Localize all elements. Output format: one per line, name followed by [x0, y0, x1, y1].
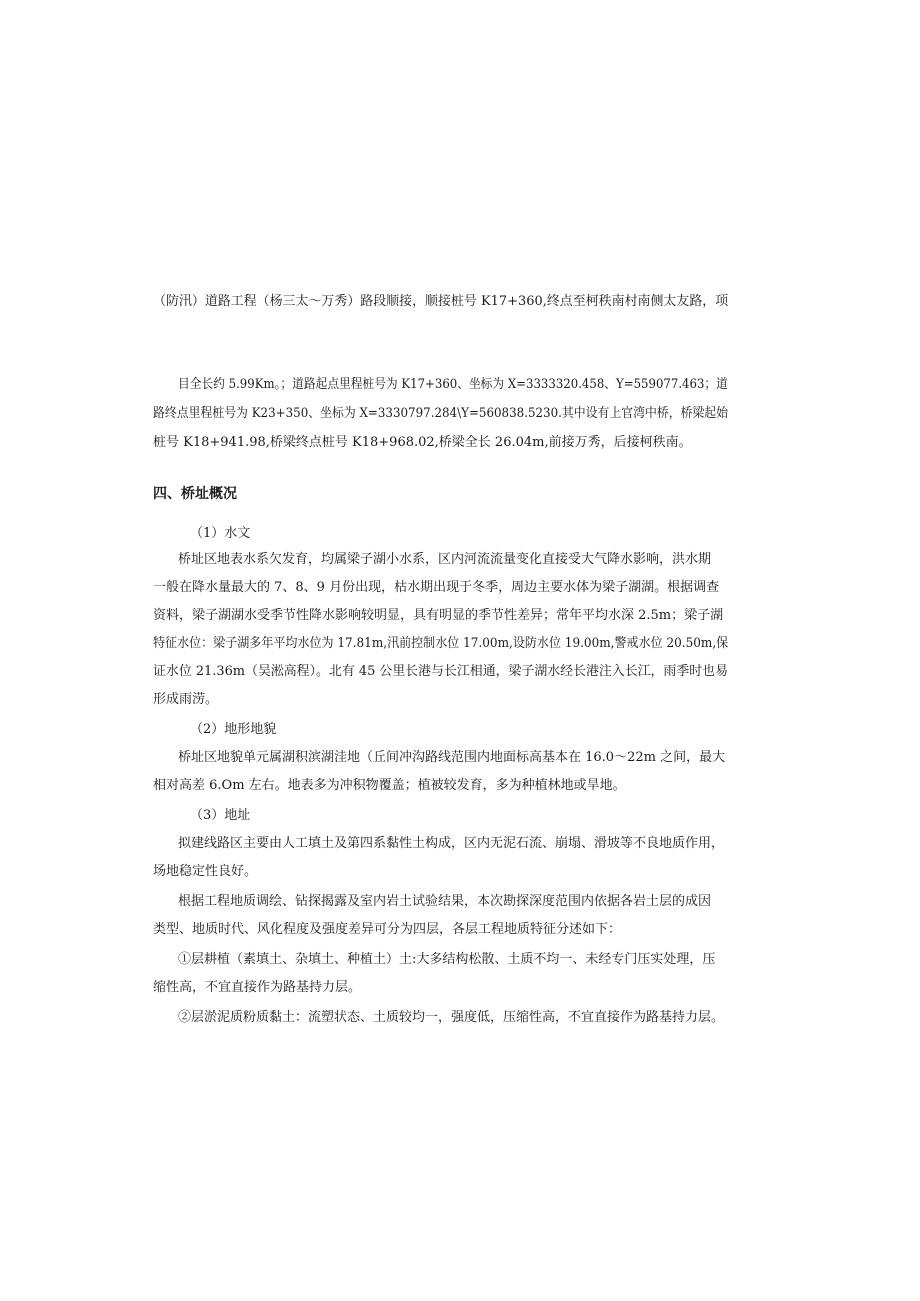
text-line: （防汛）道路工程（杨三太～万秀）路段顺接，顺接桩号 K17+360,终点至柯秩南村南侧太友路，项 [153, 294, 729, 309]
text-line: ②层淤泥质粉质黏土：流塑状态、土质较均一，强度低，压缩性高，不宜直接作为路基持力层。 [178, 1010, 725, 1025]
subsection-title: （1）水文 [190, 526, 251, 541]
section-heading: 四、桥址概况 [153, 486, 237, 502]
subsection-title: （3）地址 [190, 808, 251, 823]
text-line: 目全长约 5.99Km。；道路起点里程桩号为 K17+360、坐标为 X=3333320.458、Y=559077.463；道 [178, 377, 728, 392]
text-line: 拟建线路区主要由人工填土及第四系黏性土构成，区内无泥石流、崩塌、滑坡等不良地质作用， [178, 836, 725, 851]
text-line: 资料，梁子湖湖水受季节性降水影响较明显，具有明显的季节性差异；常年平均水深 2.5m；梁子湖 [153, 608, 724, 623]
text-line: 缩性高，不宜直接作为路基持力层。 [153, 980, 362, 995]
subsection-title: （2）地形地貌 [190, 722, 277, 737]
text-line: 类型、地质时代、风化程度及强度差异可分为四层，各层工程地质特征分述如下： [153, 922, 622, 937]
text-line: 证水位 21.36m（吴淞高程）。北有 45 公里长港与长江相通，梁子湖水经长港注入长江，雨季时也易 [153, 664, 728, 679]
text-line: 场地稳定性良好。 [153, 864, 258, 879]
text-line: 桥址区地貌单元属湖积滨湖洼地（丘间冲沟路线范围内地面标高基本在 16.0～22m 之间，最大 [178, 750, 726, 765]
text-line: 桥址区地表水系欠发育，均属梁子湖小水系，区内河流流量变化直接受大气降水影响，洪水期 [178, 552, 712, 567]
text-line: ①层耕植（素填土、杂填土、种植土）土:大多结构松散、土质不均一、未经专门压实处理，压 [178, 952, 716, 967]
text-line: 形成雨涝。 [153, 692, 219, 707]
text-line: 路终点里程桩号为 K23+350、坐标为 X=3330797.284\Y=560838.5230.其中设有上官湾中桥，桥梁起始 [153, 406, 729, 421]
text-line: 根据工程地质调绘、钻探揭露及室内岩土试验结果，本次勘探深度范围内依据各岩土层的成因 [178, 894, 712, 909]
text-line: 特征水位：梁子湖多年平均水位为 17.81m,汛前控制水位 17.00m,设防水位 19.00m,警戒水位 20.50m,保 [153, 636, 729, 651]
text-line: 相对高差 6.Om 左右。地表多为冲积物覆盖；植被较发育，多为种植林地或旱地。 [153, 778, 626, 793]
text-line: 桩号 K18+941.98,桥梁终点桩号 K18+968.02,桥梁全长 26.04m,前接万秀，后接柯秩南。 [153, 435, 692, 450]
text-line: 一般在降水量最大的 7、8、9 月份出现，枯水期出现于冬季，周边主要水体为梁子湖湖。根据调查 [153, 580, 720, 595]
